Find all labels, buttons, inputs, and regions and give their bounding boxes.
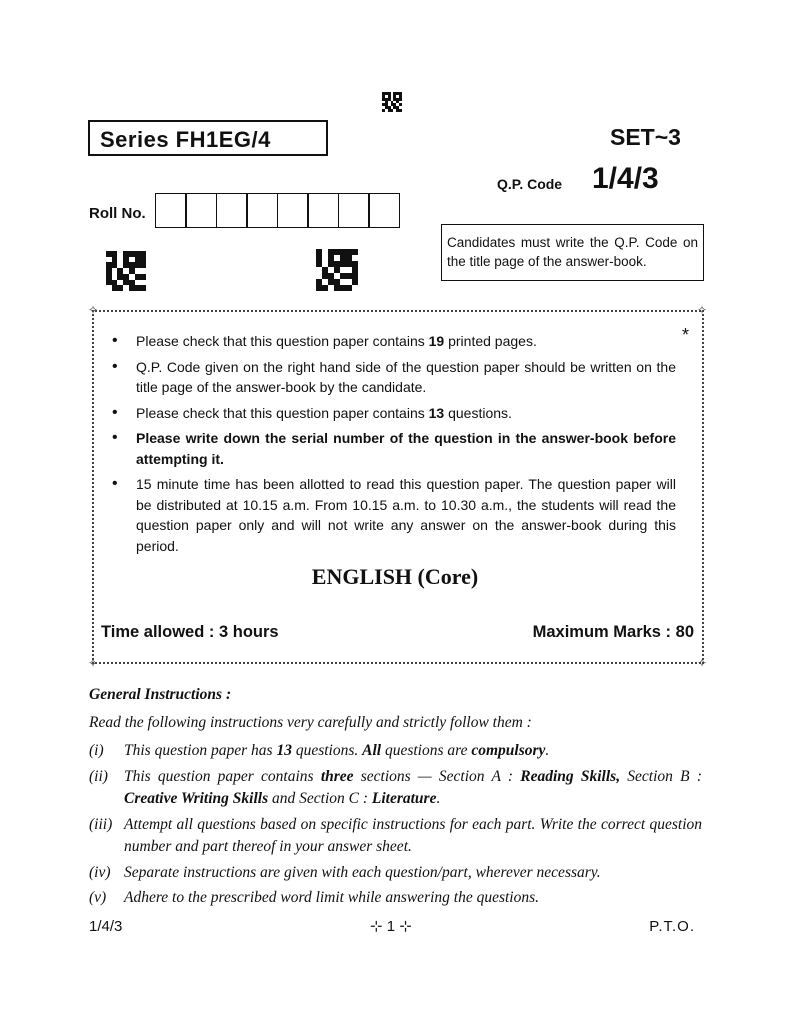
qr-code-top (382, 92, 402, 112)
general-instruction-item (89, 740, 702, 763)
bullet-bold-text: 13 (428, 404, 445, 421)
instruction-segment: questions are (381, 742, 472, 759)
instruction-segment: questions. (291, 742, 363, 759)
frame-corner-ornament: ✧ (697, 303, 708, 317)
bullet-text: Please check that this question paper contains (136, 404, 429, 421)
roll-no-digit-box[interactable] (277, 193, 309, 228)
instruction-bullet-item (108, 357, 676, 398)
instruction-segment: Separate instructions are given with each question/part, wherever necessary. (124, 863, 601, 881)
instruction-bullet-item (108, 331, 676, 352)
instruction-number: (v) (89, 889, 107, 906)
instruction-segment: This question paper contains (124, 767, 321, 785)
instruction-emphasis: Literature (371, 790, 437, 807)
time-allowed: Time allowed : 3 hours (101, 623, 279, 641)
instruction-segment: and Section C : (268, 790, 372, 807)
general-instruction-item (89, 814, 702, 859)
bullet-text: printed pages. (444, 333, 537, 349)
instruction-text (124, 862, 702, 885)
instruction-bullet-item (108, 403, 676, 424)
bullet-text: questions. (444, 404, 512, 421)
set-label: SET~3 (610, 124, 681, 150)
general-instructions-list (89, 740, 702, 913)
frame-corner-ornament: ✧ (697, 656, 708, 670)
roll-no-digit-box[interactable] (155, 193, 187, 228)
instruction-bullet-item (108, 428, 676, 469)
roll-no-digit-box[interactable] (307, 193, 339, 228)
pto-label: P.T.O. (649, 918, 695, 935)
bullet-text: 15 minute time has been allotted to read this question paper. The question paper will be distributed at 10.15 a.m. From 10.15 a.m. to 10.30 a.m., the students will read the question paper only and will not write any answer on the answer-book during this period. (136, 476, 676, 554)
instruction-bullets (108, 331, 676, 561)
frame-corner-ornament: ✧ (88, 303, 99, 317)
roll-no-boxes[interactable] (156, 193, 400, 228)
instruction-segment: . (436, 790, 441, 807)
roll-no-digit-box[interactable] (216, 193, 248, 228)
maximum-marks: Maximum Marks : 80 (532, 623, 694, 641)
instruction-number: (iii) (89, 815, 113, 833)
roll-no-label: Roll No. (89, 205, 146, 222)
instruction-text (124, 740, 702, 763)
subject-title: ENGLISH (Core) (311, 564, 479, 589)
instruction-segment: . (545, 742, 550, 759)
bullet-text: Please check that this question paper contains (136, 333, 429, 349)
roll-no-digit-box[interactable] (368, 193, 400, 228)
instruction-text (124, 766, 702, 811)
instruction-segment: sections — Section A : (353, 767, 521, 785)
roll-no-digit-box[interactable] (185, 193, 217, 228)
instruction-number: (ii) (89, 767, 108, 785)
general-instructions-title: General Instructions : (89, 686, 232, 703)
general-instruction-item (89, 887, 702, 910)
qp-code-value: 1/4/3 (592, 162, 659, 195)
candidate-note-box: Candidates must write the Q.P. Code on the title page of the answer-book. (441, 224, 704, 281)
instruction-segment: Adhere to the prescribed word limit while answering the questions. (124, 889, 540, 906)
frame-corner-ornament: ✧ (88, 656, 99, 670)
footer-code: 1/4/3 (89, 918, 123, 935)
instruction-text (124, 814, 702, 859)
instruction-segment: Attempt all questions based on specific instructions for each part. Write the correct question number and part thereof in your answer sheet. (124, 815, 702, 855)
bullet-bold-text: Please write down the serial number of the question in the answer-book before attempting it. (136, 430, 676, 467)
instruction-emphasis: compulsory (471, 742, 546, 759)
bullet-text: Q.P. Code given on the right hand side of the question paper should be written on the title page of the answer-book by the candidate. (136, 358, 676, 395)
instruction-emphasis: Reading Skills, (520, 767, 621, 785)
qr-code-left (106, 251, 146, 291)
instruction-number: (iv) (89, 863, 111, 881)
instruction-emphasis: All (362, 742, 382, 759)
instruction-emphasis: 13 (276, 742, 292, 759)
asterisk-mark: * (682, 325, 690, 345)
general-instructions-intro: Read the following instructions very carefully and strictly follow them : (89, 714, 532, 731)
instruction-emphasis: Creative Writing Skills (124, 790, 269, 807)
bullet-bold-text: 19 (428, 333, 445, 349)
qp-code-label: Q.P. Code (497, 176, 563, 192)
instruction-number: (i) (89, 742, 104, 759)
general-instruction-item (89, 766, 702, 811)
instruction-emphasis: three (320, 767, 354, 785)
instruction-segment: This question paper has (124, 742, 277, 759)
instruction-bullet-item (108, 474, 676, 556)
general-instruction-item (89, 862, 702, 885)
page-number: ⊹ 1 ⊹ (370, 918, 412, 935)
instruction-segment: Section B : (620, 767, 702, 785)
roll-no-digit-box[interactable] (246, 193, 278, 228)
qr-code-middle (316, 249, 358, 291)
instruction-text (124, 887, 702, 910)
series-label: Series FH1EG/4 (88, 120, 328, 156)
roll-no-digit-box[interactable] (338, 193, 370, 228)
